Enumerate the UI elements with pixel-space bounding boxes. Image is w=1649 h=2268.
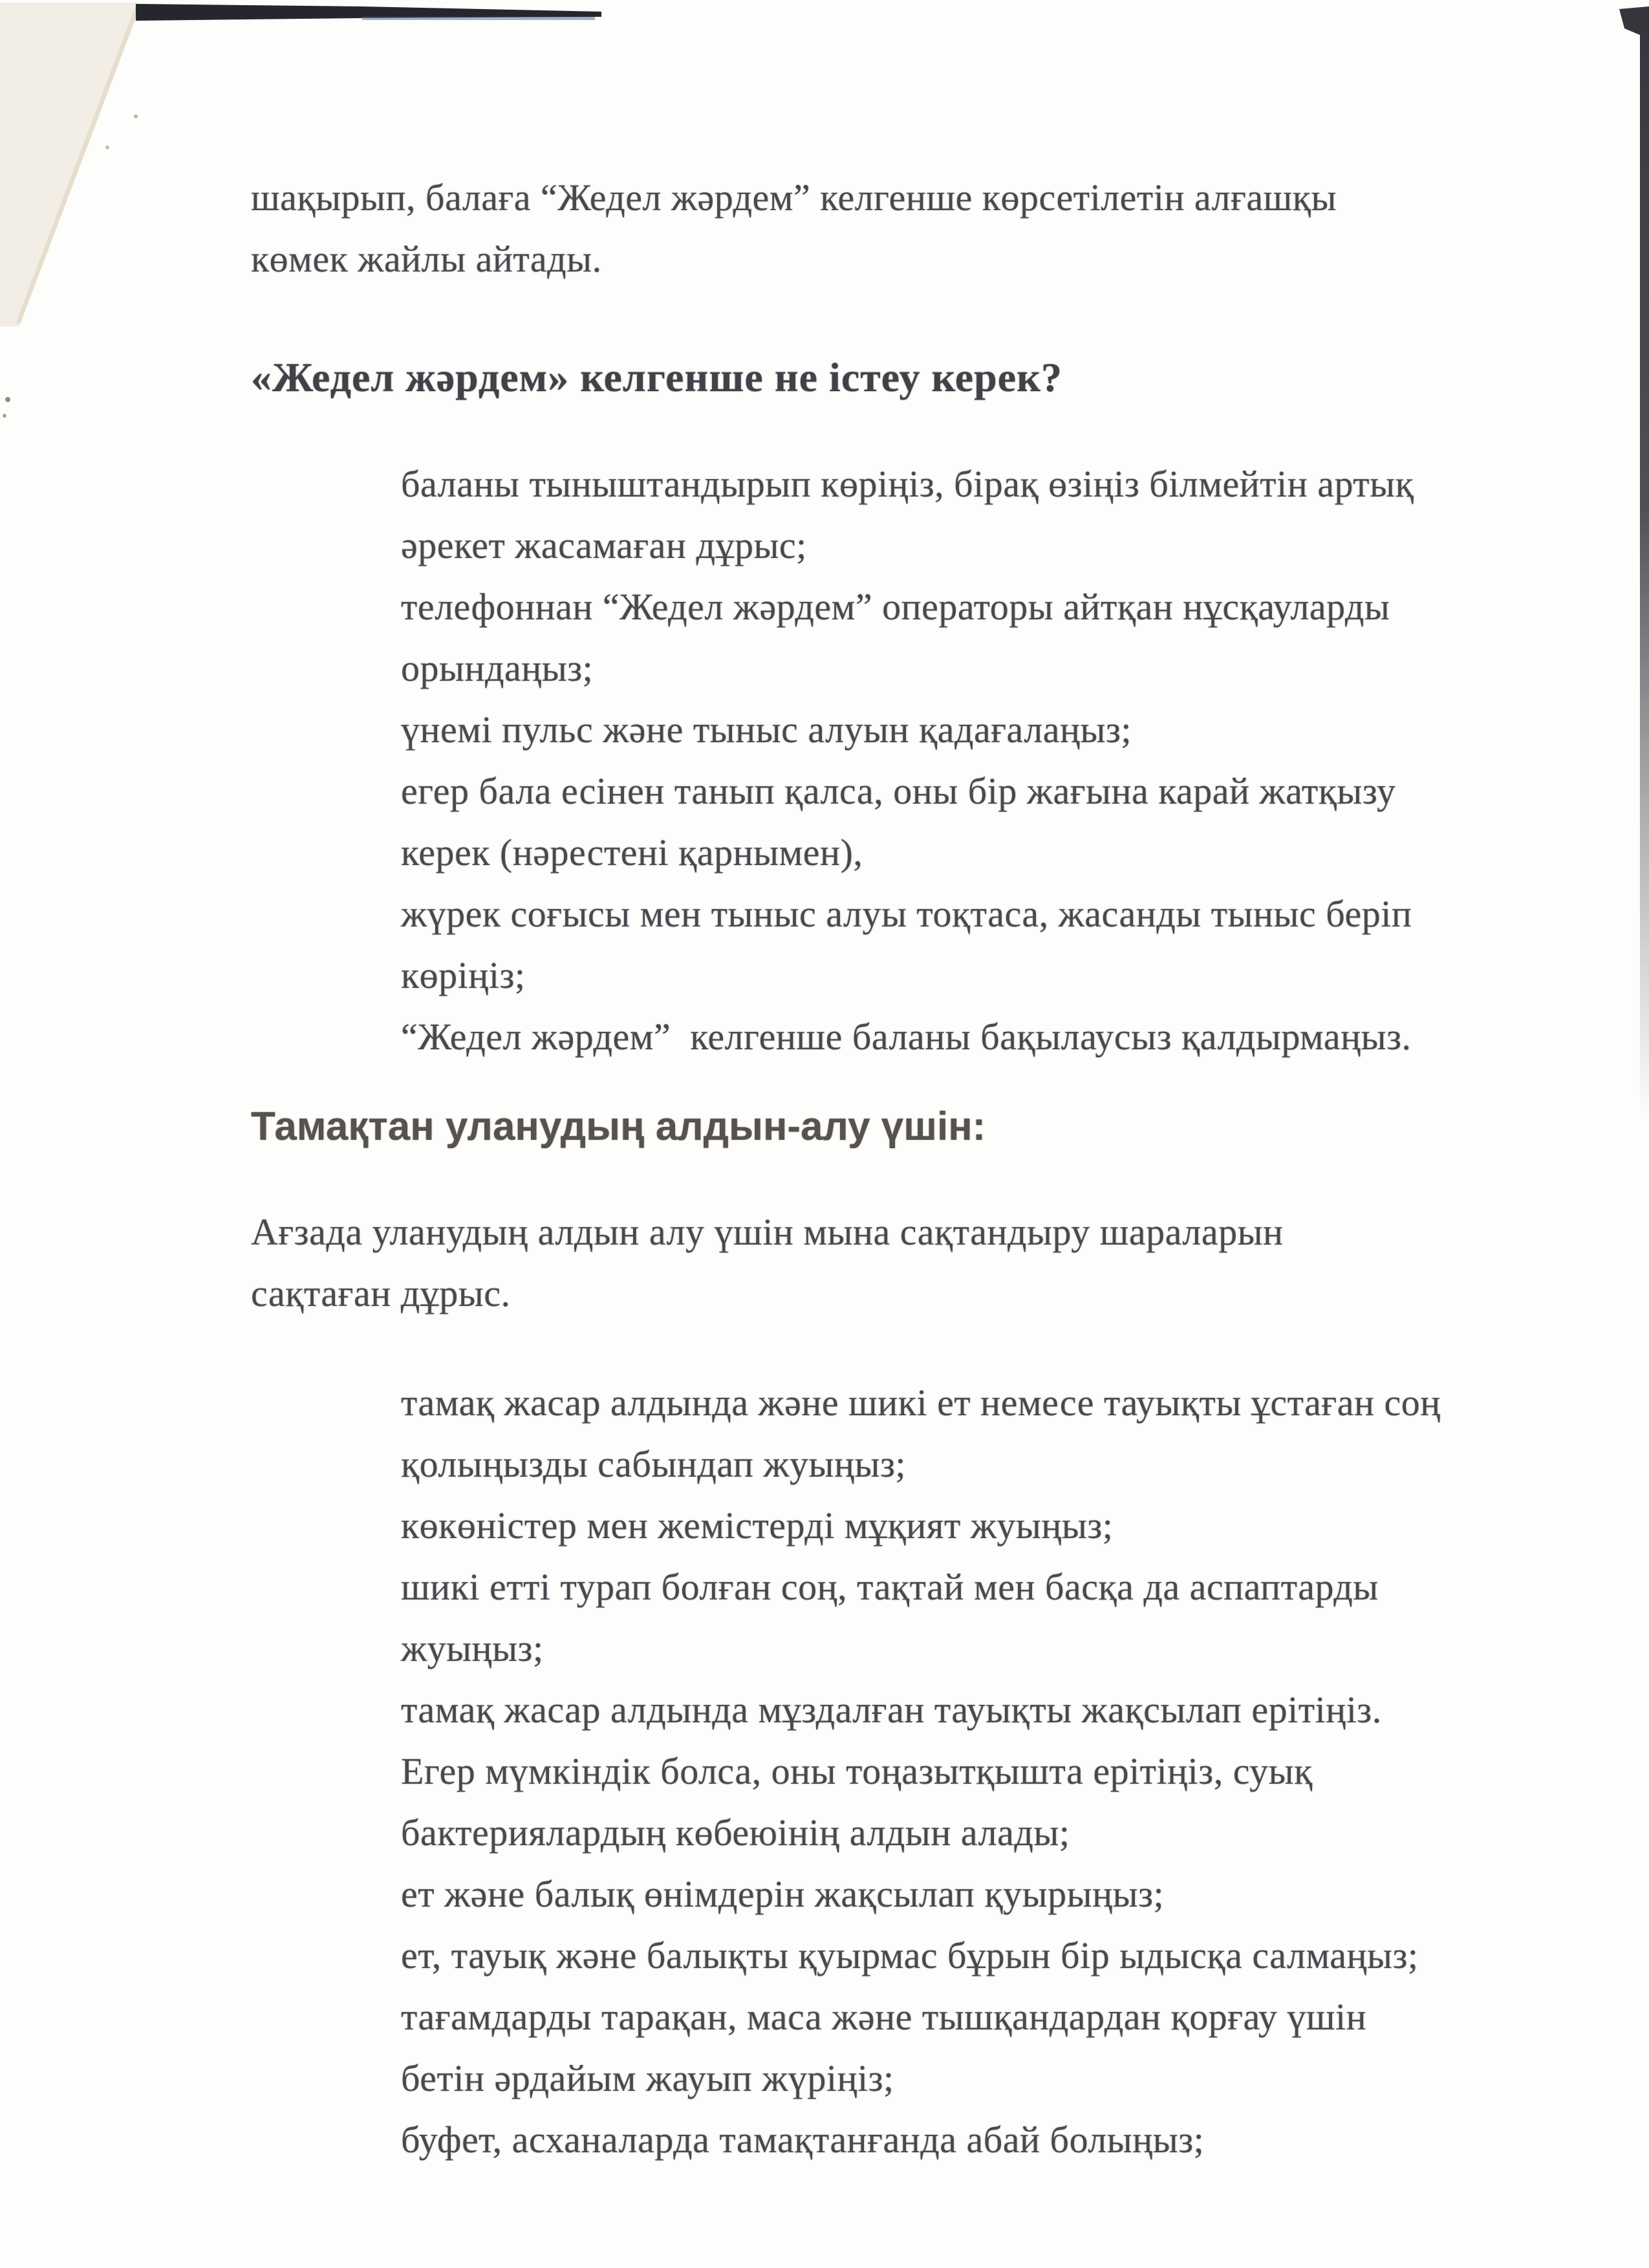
list-item-line: орындаңыз; xyxy=(401,647,594,689)
list-item-line: тағамдарды тарақан, маса және тышқандардан қорғау үшін xyxy=(401,1996,1367,2038)
list-item-text xyxy=(401,699,1132,760)
list-item xyxy=(251,2109,1649,2170)
section2-list xyxy=(251,1372,1649,2170)
list-item-line: үнемі пульс және тыныс алуын қадағалаңыз; xyxy=(401,709,1132,751)
list-item-line: әрекет жасамаған дұрыс; xyxy=(401,524,807,566)
list-item-line: ет және балық өнімдерін жақсылап қуырыңыз; xyxy=(401,1873,1165,1915)
list-item-text xyxy=(401,1006,1412,1067)
list-item-text xyxy=(401,576,1390,699)
list-item xyxy=(251,1372,1649,1495)
list-item-line: керек (нәрестені қарнымен), xyxy=(401,831,863,873)
list-item-text xyxy=(401,1372,1441,1495)
list-item-line: қолыңызды сабындап жуыңыз; xyxy=(401,1443,906,1485)
list-item xyxy=(251,453,1649,576)
list-item-line: тамақ жасар алдында мұздалған тауықты жақсылап ерітіңіз. xyxy=(401,1689,1382,1731)
list-item-text xyxy=(401,1986,1366,2109)
list-item-text xyxy=(401,760,1396,883)
list-item-line: телефоннан “Жедел жәрдем” операторы айтқан нұсқауларды xyxy=(401,586,1390,628)
paragraph-line: шақырып, балаға “Жедел жәрдем” келгенше көрсетілетін алғашқы xyxy=(251,177,1337,219)
list-item xyxy=(251,1006,1649,1067)
list-item-line: Егер мүмкіндік болса, оны тоңазытқышта ерітіңіз, суық xyxy=(401,1750,1313,1792)
section2-intro-paragraph xyxy=(251,1201,1649,1324)
list-item xyxy=(251,1986,1649,2109)
list-item-line: бактериялардың көбеюінің алдын алады; xyxy=(401,1812,1070,1854)
list-item-text xyxy=(401,2109,1204,2170)
list-item xyxy=(251,1556,1649,1679)
list-item xyxy=(251,1863,1649,1925)
list-item xyxy=(251,760,1649,883)
section2-heading: Тамақтан уланудың алдын-алу үшін: xyxy=(251,1104,986,1149)
list-item xyxy=(251,1925,1649,1986)
list-item-text xyxy=(401,1495,1113,1556)
list-item-line: бетін әрдайым жауып жүріңіз; xyxy=(401,2057,894,2099)
list-item-line: “Жедел жәрдем” келгенше баланы бақылаусыз қалдырмаңыз. xyxy=(401,1016,1412,1058)
list-item-line: егер бала есінен танып қалса, оны бір жағына карай жатқызу xyxy=(401,770,1396,812)
list-item-line: көріңіз; xyxy=(401,954,526,996)
list-item xyxy=(251,1495,1649,1556)
list-item-line: жуыңыз; xyxy=(401,1627,544,1669)
list-item-line: жүрек соғысы мен тыныс алуы тоқтаса, жасанды тыныс беріп xyxy=(401,893,1412,935)
paragraph-line: сақтаған дұрыс. xyxy=(251,1272,511,1314)
paragraph-line: Ағзада уланудың алдын алу үшін мына сақтандыру шараларын xyxy=(251,1211,1284,1253)
intro-paragraph xyxy=(251,167,1649,290)
section1-heading: «Жедел жәрдем» келгенше не істеу керек? xyxy=(251,354,1063,400)
list-item-text xyxy=(401,453,1414,576)
list-item-line: буфет, асханаларда тамақтанғанда абай болыңыз; xyxy=(401,2119,1205,2161)
list-item-line: көкөністер мен жемістерді мұқият жуыңыз; xyxy=(401,1504,1114,1546)
list-item xyxy=(251,576,1649,699)
list-item xyxy=(251,699,1649,760)
list-item xyxy=(251,1679,1649,1863)
list-item-line: тамақ жасар алдында және шикі ет немесе тауықты ұстаған соң xyxy=(401,1382,1441,1424)
list-item-line: баланы тыныштандырып көріңіз, бірақ өзіңіз білмейтін артық xyxy=(401,463,1414,505)
list-item-text xyxy=(401,1556,1379,1679)
section1-list xyxy=(251,453,1649,1067)
list-item-text xyxy=(401,1925,1419,1986)
list-item-text xyxy=(401,883,1412,1006)
paragraph-line: көмек жайлы айтады. xyxy=(251,238,602,280)
list-item-text xyxy=(401,1863,1164,1925)
list-item-line: ет, тауық және балықты қуырмас бұрын бір ыдысқа салмаңыз; xyxy=(401,1934,1419,1976)
list-item-text xyxy=(401,1679,1382,1863)
list-item-line: шикі етті турап болған соң, тақтай мен басқа да аспаптарды xyxy=(401,1566,1379,1608)
list-item xyxy=(251,883,1649,1006)
